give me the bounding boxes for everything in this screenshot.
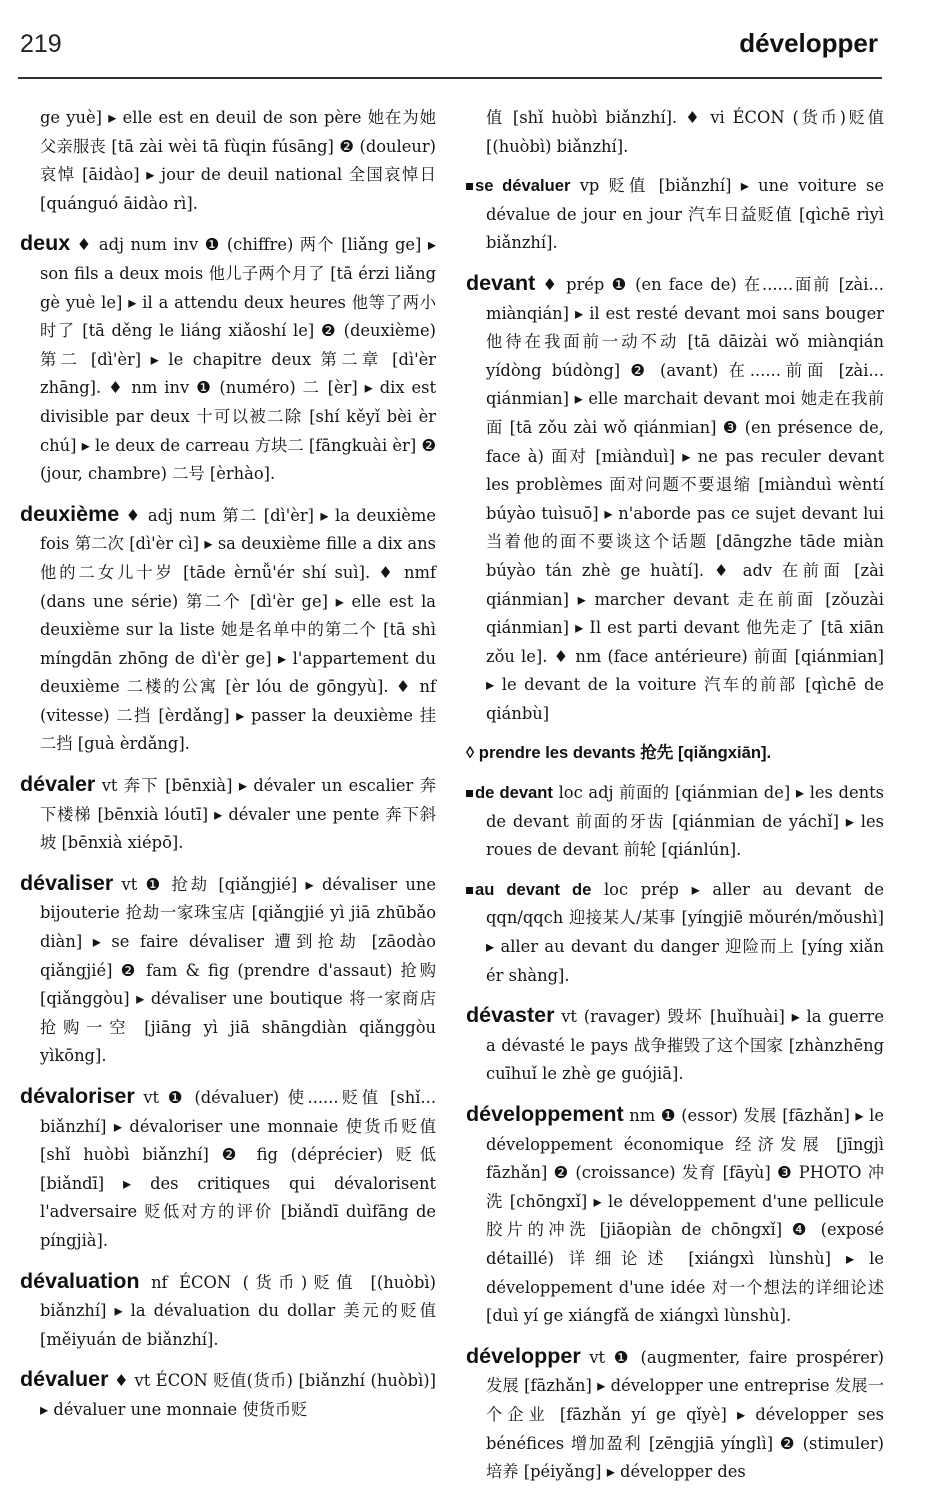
square-bullet-icon [466, 183, 473, 190]
page-number: 219 [20, 30, 62, 58]
square-bullet-icon [466, 887, 473, 894]
headword: devant [466, 270, 536, 295]
headword: développement [466, 1102, 624, 1126]
subentry-term: se dévaluer [475, 176, 571, 196]
headword: dévaluer [20, 1367, 109, 1392]
entry-devaluer: dévaluer ♦ vt ÉCON 贬值(货币) [biǎnzhí (huòbì)] ▸ dévaluer une monnaie 使货币贬 [20, 1367, 436, 1419]
headword: dévaler [20, 772, 96, 797]
entry-devaster: dévaster vt (ravager) 毁坏 [huǐhuài] ▸ la guerre a dévasté le pays 战争摧毁了这个国家 [zhànzhēng cuīhuǐ le zhè ge guójiā]. [466, 1003, 884, 1084]
headword: dévaluation [20, 1268, 140, 1293]
headword: dévaliser [20, 870, 114, 895]
entry-deux: deux ♦ adj num inv ❶ (chiffre) 两个 [liǎng ge] ▸ son fils a deux mois 他儿子两个月了 [tā érzi liǎng gè yuè le] ▸ il a attendu deux heures 他等了两小时了 [tā děng le liáng xiǎoshí le] ❷ (deuxième) 第二 [dì'èr] ▸ le chapitre deux 第二章 [dì'èr zhāng]. ♦ nm inv ❶ (numéro) 二 [èr] ▸ dix est divisible par deux 十可以被二除 [shí kěyǐ bèi èr chú] ▸ le deux de carreau 方块二 [fāngkuài èr] ❷ (jour, chambre) 二号 [èrhào]. [20, 231, 436, 484]
headword: deuxième [20, 501, 120, 526]
subentry-au-devant-de: au devant de loc prép ▸ aller au devant de qqn/qqch 迎接某人/某事 [yíngjiē mǒurén/mǒushì] ▸ aller au devant du danger 迎险而上 [yíng xiǎn ér shàng]. [466, 876, 884, 990]
guide-word: développer [739, 28, 878, 58]
headword: dévaster [466, 1003, 555, 1028]
square-bullet-icon [466, 790, 473, 797]
entry-devaloriser: dévaloriser vt ❶ (dévaluer) 使......贬值 [shǐ... biǎnzhí] ▸ dévaloriser une monnaie 使货币贬值 [shǐ huòbì biǎnzhí] ❷ fig (déprécier) 贬低 [biǎndī] ▸ des critiques qui dévalorisent l'adversaire 贬低对方的评价 [biǎndī duìfāng de píngjià]. [20, 1084, 436, 1250]
subentry-term: au devant de [475, 879, 592, 899]
idiom-prendre-les-devants: ◊ prendre les devants 抢先 [qiǎngxiān]. [466, 743, 772, 763]
subentry-term: de devant [475, 783, 553, 803]
subentry-se-devaluer: se dévaluer vp 贬值 [biǎnzhí] ▸ une voiture se dévalue de jour en jour 汽车日益贬值 [qìchē rìyì biǎnzhí]. [466, 172, 884, 258]
headword: développer [466, 1343, 581, 1368]
header-rule [18, 77, 882, 79]
entry-devaliser: dévaliser vt ❶ 抢劫 [qiǎngjié] ▸ dévaliser une bijouterie 抢劫一家珠宝店 [qiǎngjié yì jiā zhūbǎo diàn] ▸ se faire dévaliser 遭到抢劫 [zāodào qiǎngjié] ❷ fam & fig (prendre d'assaut) 抢购 [qiǎnggòu] ▸ dévaliser une boutique 将一家商店抢购一空 [jiāng yì jiā shāngdiàn qiǎnggòu yìkōng]. [20, 870, 436, 1066]
entry-continuation: ge yuè] ▸ elle est en deuil de son père 她在为她父亲服丧 [tā zài wèi tā fùqin fúsāng] ❷ (douleur) 哀悼 [āidào] ▸ jour de deuil national 全国哀悼日 [quánguó āidào rì]. [40, 108, 436, 213]
entry-developper: développer vt ❶ (augmenter, faire prospérer) 发展 [fāzhǎn] ▸ développer une entreprise 发展一个企业 [fāzhǎn yí ge qǐyè] ▸ développer ses bénéfices 增加盈利 [zēngjiā yínglì] ❷ (stimuler) 培养 [péiyǎng] ▸ développer des [466, 1343, 884, 1482]
entry-devant: devant ♦ prép ❶ (en face de) 在......面前 [zài... miànqián] ▸ il est resté devant moi sans bouger 他待在我面前一动不动 [tā dāizài wǒ miànqián yídòng búdòng] ❷ (avant) 在......前面 [zài... qiánmian] ▸ elle marchait devant moi 她走在我前面 [tā zǒu zài wǒ qiánmian] ❸ (en présence de, face à) 面对 [miànduì] ▸ ne pas reculer devant les problèmes 面对问题不要退缩 [miànduì wèntí búyào tuìsuō] ▸ n'aborde pas ce sujet devant lui 当着他的面不要谈这个话题 [dāngzhe tāde miàn búyào tán zhè ge huàtí]. ♦ adv 在前面 [zài qiánmian] ▸ marcher devant 走在前面 [zǒuzài qiánmian] ▸ Il est parti devant 他先走了 [tā xiān zǒu le]. ♦ nm (face antérieure) 前面 [qiánmian] ▸ le devant de la voiture 汽车的前部 [qìchē de qiánbù] [466, 270, 884, 723]
headword: deux [20, 231, 71, 256]
subentry-de-devant: de devant loc adj 前面的 [qiánmian de] ▸ les dents de devant 前面的牙齿 [qiánmian de yáchǐ] ▸ les roues de devant 前轮 [qiánlún]. [466, 779, 884, 865]
entry-developpement: développement nm ❶ (essor) 发展 [fāzhǎn] ▸ le développement économique 经济发展 [jīngjì fāzhǎn] ❷ (croissance) 发育 [fāyù] ❸ PHOTO 冲洗 [chōngxǐ] ▸ le développement d'une pellicule 胶片的冲洗 [jiāopiàn de chōngxǐ] ❹ (exposé détaillé) 详细论述 [xiángxì lùnshù] ▸ le développement d'une idée 对一个想法的详细论述 [duì yí ge xiángfǎ de xiángxì lùnshù]. [466, 1102, 884, 1326]
entry-deuxieme: deuxième ♦ adj num 第二 [dì'èr] ▸ la deuxième fois 第二次 [dì'èr cì] ▸ sa deuxième fille a dix ans 他的二女儿十岁 [tāde èrnǚ'ér shí suì]. ♦ nmf (dans une série) 第二个 [dì'èr ge] ▸ elle est la deuxième sur la liste 她是名单中的第二个 [tā shì míngdān zhōng de dì'èr ge] ▸ l'appartement du deuxième 二楼的公寓 [èr lóu de gōngyù]. ♦ nf (vitesse) 二挡 [èrdǎng] ▸ passer la deuxième 挂二挡 [guà èrdǎng]. [20, 501, 436, 754]
entry-continuation: 值 [shǐ huòbì biǎnzhí]. ♦ vi ÉCON (货币)贬值 [(huòbì) biǎnzhí]. [486, 108, 884, 156]
left-column [20, 104, 436, 1436]
entry-devaler: dévaler vt 奔下 [bēnxià] ▸ dévaler un escalier 奔下楼梯 [bēnxià lóutī] ▸ dévaler une pente 奔下斜坡 [bēnxià xiépō]. [20, 772, 436, 853]
right-column [466, 104, 884, 1498]
entry-devaluation: dévaluation nf ÉCON (货币)贬值 [(huòbì) biǎnzhí] ▸ la dévaluation du dollar 美元的贬值 [měiyuán de biǎnzhí]. [20, 1268, 436, 1349]
headword: dévaloriser [20, 1084, 135, 1108]
